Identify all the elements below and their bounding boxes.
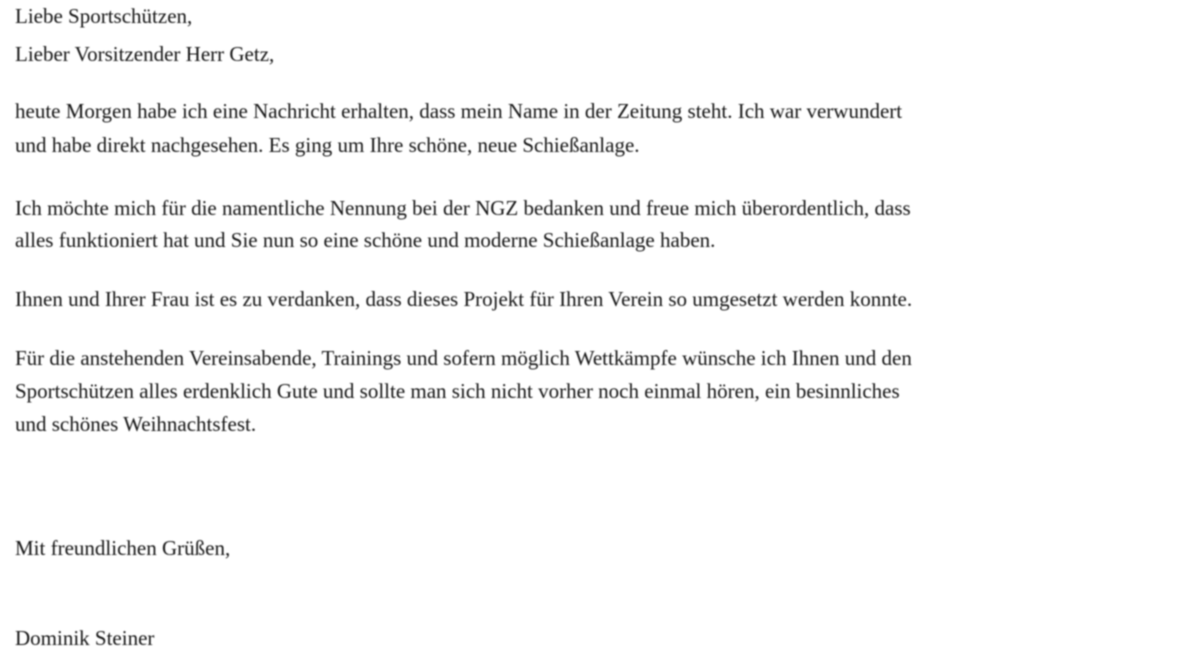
closing-line: Mit freundlichen Grüßen, bbox=[15, 536, 231, 560]
salutation-line-2: Lieber Vorsitzender Herr Getz, bbox=[15, 42, 275, 66]
paragraph-4-line-2: Sportschützen alles erdenklich Gute und sollte man sich nicht vorher noch einmal hören, ein besinnliches bbox=[15, 379, 900, 403]
paragraph-1-line-1: heute Morgen habe ich eine Nachricht erhalten, dass mein Name in der Zeitung steht. Ich war verwundert bbox=[15, 99, 903, 123]
paragraph-4-line-3: und schönes Weihnachtsfest. bbox=[15, 412, 257, 436]
paragraph-3-line-1: Ihnen und Ihrer Frau ist es zu verdanken, dass dieses Projekt für Ihren Verein so umgesetzt werden konnte. bbox=[15, 287, 913, 311]
paragraph-2-line-2: alles funktioniert hat und Sie nun so eine schöne und moderne Schießanlage haben. bbox=[15, 228, 716, 252]
salutation-line-1: Liebe Sportschützen, bbox=[15, 4, 193, 28]
paragraph-1-line-2: und habe direkt nachgesehen. Es ging um Ihre schöne, neue Schießanlage. bbox=[15, 133, 640, 157]
signature-name: Dominik Steiner bbox=[15, 626, 155, 650]
paragraph-2-line-1: Ich möchte mich für die namentliche Nennung bei der NGZ bedanken und freue mich überordentlich, dass bbox=[15, 196, 911, 220]
paragraph-4-line-1: Für die anstehenden Vereinsabende, Trainings und sofern möglich Wettkämpfe wünsche ich Ihnen und den bbox=[15, 346, 912, 370]
